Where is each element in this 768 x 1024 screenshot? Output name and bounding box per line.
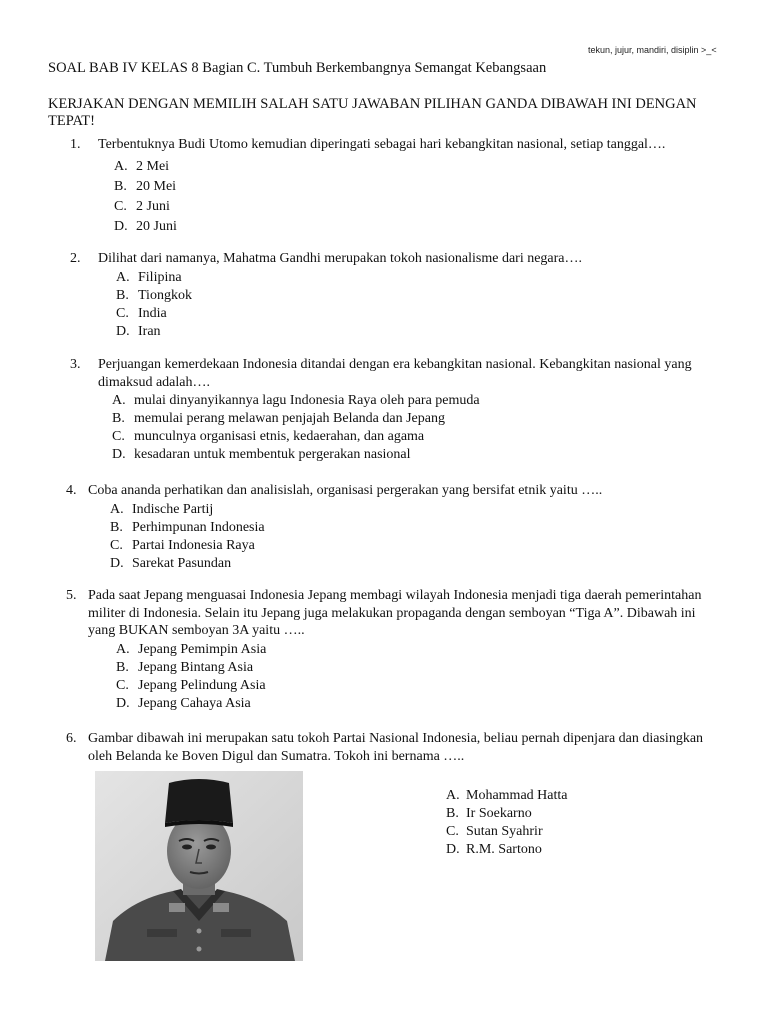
option: C. 2 Juni xyxy=(114,198,170,214)
question-4 xyxy=(66,482,716,573)
option: D. Sarekat Pasundan xyxy=(110,555,232,571)
option: D. R.M. Sartono xyxy=(446,842,542,857)
question-3 xyxy=(70,356,720,464)
question-number: 1. xyxy=(70,137,81,152)
option: C. Partai Indonesia Raya xyxy=(110,537,255,553)
instruction: KERJAKAN DENGAN MEMILIH SALAH SATU JAWABAN PILIHAN GANDA DIBAWAH INI DENGAN TEPAT! xyxy=(48,96,697,129)
option: A. Mohammad Hatta xyxy=(446,788,568,803)
question-6-options xyxy=(446,787,567,859)
portrait-image xyxy=(95,771,303,961)
option: B. 20 Mei xyxy=(114,178,177,194)
option: B. Perhimpunan Indonesia xyxy=(110,519,265,535)
option: B. Jepang Bintang Asia xyxy=(116,659,254,675)
portrait-photo xyxy=(95,771,303,961)
question-5 xyxy=(66,587,706,713)
question-number: 4. xyxy=(66,483,77,498)
question-text: Coba ananda perhatikan dan analisislah, organisasi pergerakan yang bersifat etnik yaitu ….. xyxy=(88,483,603,498)
option: C. munculnya organisasi etnis, kedaerahan, dan agama xyxy=(112,429,425,444)
option: C. Sutan Syahrir xyxy=(446,824,543,839)
question-number: 6. xyxy=(66,731,77,746)
option: A. Indische Partij xyxy=(110,501,214,517)
question-text: Terbentuknya Budi Utomo kemudian diperingati sebagai hari kebangkitan nasional, setiap tanggal…. xyxy=(98,137,666,152)
option: B. memulai perang melawan penjajah Belanda dan Jepang xyxy=(112,411,445,426)
option: B. Ir Soekarno xyxy=(446,806,532,821)
option: B. Tiongkok xyxy=(116,287,192,303)
option: A. Jepang Pemimpin Asia xyxy=(116,641,267,657)
question-number: 3. xyxy=(70,357,81,372)
option: D. kesadaran untuk membentuk pergerakan nasional xyxy=(112,447,411,462)
question-text: Pada saat Jepang menguasai Indonesia Jepang membagi wilayah Indonesia menjadi tiga daerah pemerintahan militer di Indonesia. Selain itu Jepang juga melakukan propaganda dengan semboyan “Tiga A”. Dibawah ini yang BUKAN semboyan 3A yaitu ….. xyxy=(88,588,702,638)
document-title: SOAL BAB IV KELAS 8 Bagian C. Tumbuh Berkembangnya Semangat Kebangsaan xyxy=(48,60,547,76)
tagline: tekun, jujur, mandiri, disiplin >_< xyxy=(588,45,717,55)
question-text: Dilihat dari namanya, Mahatma Gandhi merupakan tokoh nasionalisme dari negara…. xyxy=(98,251,583,266)
option: D. Iran xyxy=(116,323,161,339)
option: A. 2 Mei xyxy=(114,158,170,174)
option: D. 20 Juni xyxy=(114,218,177,234)
option: C. India xyxy=(116,305,167,321)
option: A. Filipina xyxy=(116,269,182,285)
question-1 xyxy=(70,136,720,237)
option: A. mulai dinyanyikannya lagu Indonesia Raya oleh para pemuda xyxy=(112,393,480,408)
option: C. Jepang Pelindung Asia xyxy=(116,677,266,693)
question-number: 5. xyxy=(66,588,77,603)
question-text: Gambar dibawah ini merupakan satu tokoh Partai Nasional Indonesia, beliau pernah dipenjara dan diasingkan oleh Belanda ke Boven Digul dan Sumatra. Tokoh ini bernama ….. xyxy=(88,731,704,764)
question-text: Perjuangan kemerdekaan Indonesia ditandai dengan era kebangkitan nasional. Kebangkitan nasional yang dimaksud adalah…. xyxy=(98,357,692,390)
question-number: 2. xyxy=(70,251,81,266)
question-6 xyxy=(66,730,726,765)
question-2 xyxy=(70,250,720,341)
option: D. Jepang Cahaya Asia xyxy=(116,695,251,711)
